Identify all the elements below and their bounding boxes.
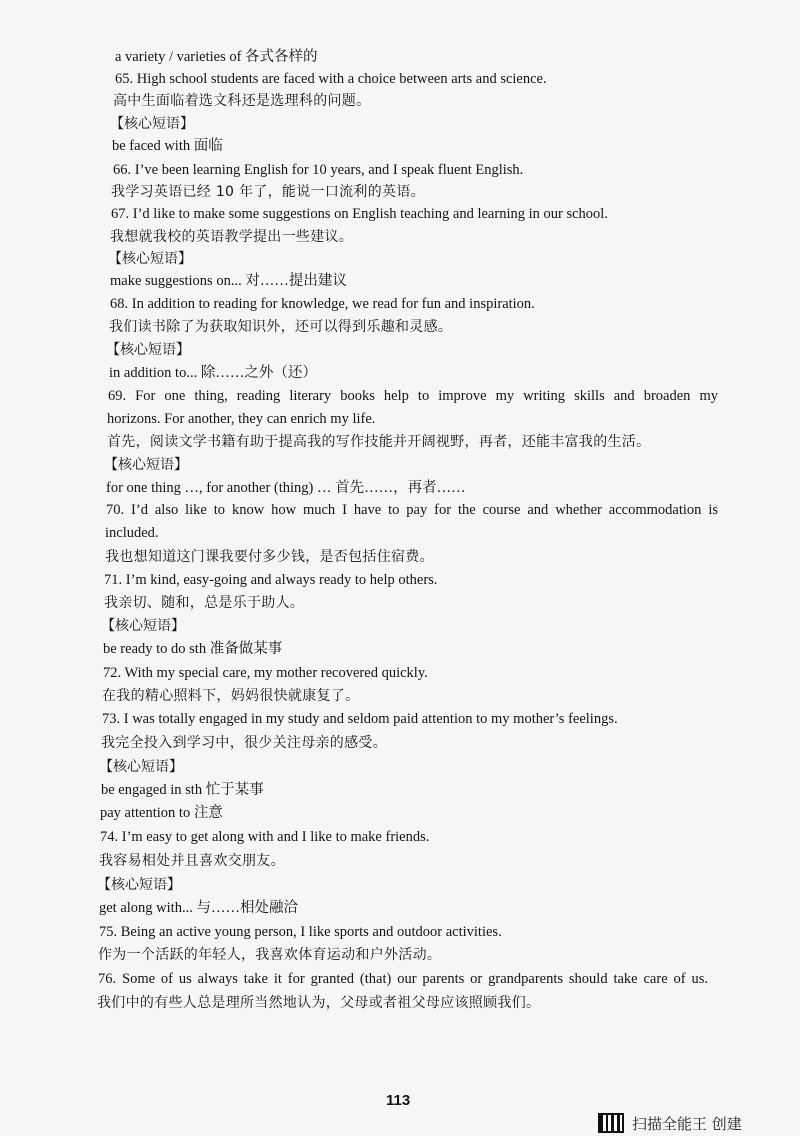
scanner-mark	[598, 1110, 742, 1136]
page-number: 113	[386, 1092, 411, 1106]
text-line: 75. Being an active young person, I like sports and outdoor activities.	[99, 924, 502, 940]
chinese-translation-line: 我想就我校的英语教学提出一些建议。	[110, 229, 354, 245]
core-phrase-heading: 【核心短语】	[106, 342, 190, 358]
text-line: a variety / varieties of 各式各样的	[115, 49, 318, 65]
chinese-translation-line: 我完全投入到学习中，很少关注母亲的感受。	[101, 735, 387, 751]
text-line: 66. I’ve been learning English for 10 years, and I speak fluent English.	[113, 162, 524, 178]
text-line: 68. In addition to reading for knowledge, we read for fun and inspiration.	[110, 296, 535, 312]
text-line: make suggestions on... 对……提出建议	[110, 273, 347, 289]
core-phrase-heading: 【核心短语】	[108, 251, 192, 267]
core-phrase-heading: 【核心短语】	[101, 618, 185, 634]
text-line: included.	[105, 525, 159, 541]
core-phrase-heading: 【核心短语】	[99, 759, 183, 775]
chinese-translation-line: 我们读书除了为获取知识外，还可以得到乐趣和灵感。	[109, 319, 453, 335]
text-line: for one thing …, for another (thing) … 首先……，再者……	[106, 480, 466, 496]
chinese-translation-line: 我容易相处并且喜欢交朋友。	[99, 853, 285, 869]
text-line: 76. Some of us always take it for granted (that) our parents or grandparents should take care of us.	[98, 971, 708, 987]
text-line: 69. For one thing, reading literary books help to improve my writing skills and broaden my	[108, 388, 718, 404]
chinese-translation-line: 首先，阅读文学书籍有助于提高我的写作技能并开阔视野，再者，还能丰富我的生活。	[107, 434, 651, 450]
text-line: 72. With my special care, my mother recovered quickly.	[103, 665, 428, 681]
text-line: 73. I was totally engaged in my study and seldom paid attention to my mother’s feelings.	[102, 711, 618, 727]
chinese-translation-line: 我也想知道这门课我要付多少钱，是否包括住宿费。	[105, 549, 434, 565]
chinese-translation-line: 我亲切、随和，总是乐于助人。	[104, 595, 305, 611]
core-phrase-heading: 【核心短语】	[104, 457, 188, 473]
text-line: 70. I’d also like to know how much I have to pay for the course and whether accommodation is	[106, 502, 718, 518]
text-line: be ready to do sth 准备做某事	[103, 641, 283, 657]
text-line: in addition to... 除……之外（还）	[109, 365, 317, 381]
scanner-label: 扫描全能王 创建	[632, 1114, 742, 1133]
text-line: 74. I’m easy to get along with and I like to make friends.	[100, 829, 430, 845]
chinese-translation-line: 我学习英语已经 10 年了，能说一口流利的英语。	[111, 184, 425, 200]
text-line: 71. I’m kind, easy-going and always ready to help others.	[104, 572, 438, 588]
text-line: be faced with 面临	[112, 138, 223, 154]
text-line: 65. High school students are faced with a choice between arts and science.	[115, 71, 547, 87]
text-line: horizons. For another, they can enrich my life.	[107, 411, 376, 427]
chinese-translation-line: 我们中的有些人总是理所当然地认为，父母或者祖父母应该照顾我们。	[97, 995, 541, 1011]
text-line: pay attention to 注意	[100, 805, 223, 821]
text-line: be engaged in sth 忙于某事	[101, 782, 264, 798]
core-phrase-heading: 【核心短语】	[97, 877, 181, 893]
chinese-translation-line: 高中生面临着选文科还是选理科的问题。	[113, 93, 371, 109]
text-line: 67. I’d like to make some suggestions on English teaching and learning in our school.	[111, 206, 608, 222]
qr-code-icon	[598, 1113, 624, 1133]
chinese-translation-line: 在我的精心照料下，妈妈很快就康复了。	[102, 688, 360, 704]
core-phrase-heading: 【核心短语】	[110, 116, 194, 132]
chinese-translation-line: 作为一个活跃的年轻人，我喜欢体育运动和户外活动。	[98, 947, 442, 963]
text-line: get along with... 与……相处融洽	[99, 900, 298, 916]
